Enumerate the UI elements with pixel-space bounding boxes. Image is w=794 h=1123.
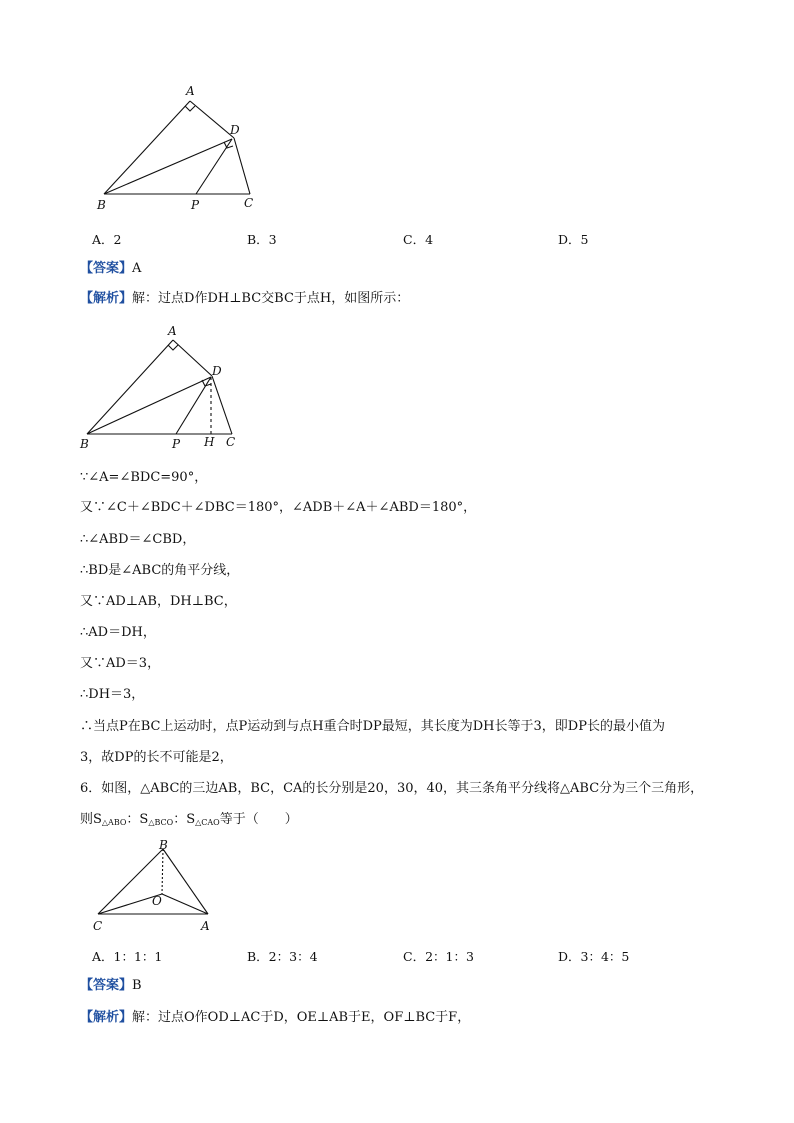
segment-bd [104, 139, 232, 194]
label-c: C [93, 919, 103, 933]
q5-step-10: 3，故DP的长不可能是2， [80, 750, 233, 765]
label-o: O [152, 894, 162, 908]
side-ad [173, 340, 212, 376]
side-dc [212, 376, 232, 434]
sep-2: ：S [173, 812, 196, 827]
q6-stem-line-1: 6．如图，△ABC的三边AB，BC，CA的长分别是20，30，40，其三条角平分线将△ABC分为三个三角形， [80, 781, 704, 796]
answer-tag: 【答案】 [80, 978, 133, 993]
right-angle-a [185, 106, 195, 111]
stem-prefix: 则S [80, 812, 102, 827]
q6-option-b: B．2：3：4 [247, 949, 318, 964]
q5-option-b: B．3 [247, 232, 277, 247]
q5-step-4: ∴BD是∠ABC的角平分线， [80, 563, 240, 578]
segment-bd [87, 377, 211, 434]
label-b: B [80, 437, 89, 451]
q5-option-a: A．2 [92, 232, 122, 247]
analysis-text: 解：过点O作OD⊥AC于D，OE⊥AB于E，OF⊥BC于F， [132, 1010, 471, 1025]
side-dc [234, 138, 250, 194]
analysis-text: 解：过点D作DH⊥BC交BC于点H，如图所示： [132, 291, 410, 306]
label-h: H [204, 435, 215, 449]
side-ab [104, 101, 190, 194]
q5-step-6: ∴AD＝DH， [80, 625, 156, 640]
label-c: C [244, 196, 254, 210]
q5-option-d: D．5 [558, 232, 589, 247]
label-b: B [97, 198, 106, 212]
q6-analysis [80, 1009, 470, 1027]
label-c: C [226, 435, 236, 449]
q6-option-d: D．3：4：5 [558, 949, 630, 964]
sep-1: ：S [126, 812, 149, 827]
q5-step-2: 又∵∠C＋∠BDC＋∠DBC＝180°，∠ADB＋∠A＋∠ABD＝180°， [80, 500, 477, 515]
answer-value: A [132, 261, 142, 276]
label-a: A [186, 84, 195, 98]
q5-step-8: ∴DH＝3， [80, 687, 145, 702]
stem-suffix: 等于（ ） [219, 812, 298, 827]
sub-abo: △ABO [101, 818, 127, 827]
side-ad [190, 101, 234, 138]
label-a: A [168, 324, 177, 338]
analysis-tag: 【解析】 [80, 1010, 133, 1025]
label-b: B [159, 838, 168, 852]
sub-cao: △CAO [195, 818, 220, 827]
q6-option-a: A．1：1：1 [92, 949, 163, 964]
q5-step-1: ∵∠A=∠BDC=90°， [80, 470, 208, 485]
q5-step-5: 又∵AD⊥AB，DH⊥BC， [80, 594, 237, 609]
label-p: P [172, 437, 181, 451]
label-p: P [191, 198, 200, 212]
figure-2 [75, 320, 255, 455]
q5-answer [80, 260, 141, 278]
q5-option-c: C．4 [403, 232, 434, 247]
answer-value: B [132, 978, 142, 993]
analysis-tag: 【解析】 [80, 291, 133, 306]
answer-tag: 【答案】 [80, 261, 133, 276]
label-a: A [201, 919, 210, 933]
q6-answer [80, 977, 142, 995]
q5-step-3: ∴∠ABD＝∠CBD， [80, 532, 196, 547]
q6-stem-line-2 [80, 811, 298, 832]
label-d: D [212, 364, 222, 378]
label-d: D [230, 123, 240, 137]
q6-option-c: C．2：1：3 [403, 949, 474, 964]
bisector-bo [162, 849, 163, 894]
q5-step-7: 又∵AD＝3， [80, 656, 161, 671]
figure-3 [88, 838, 218, 936]
figure-1 [90, 82, 270, 214]
right-angle-a [168, 345, 178, 350]
sub-bco: △BCO [148, 818, 174, 827]
q5-analysis [80, 290, 409, 308]
q5-step-9: ∴当点P在BC上运动时，点P运动到与点H重合时DP最短，其长度为DH长等于3，即DP长的最小值为 [80, 719, 665, 734]
side-ab [87, 340, 173, 434]
